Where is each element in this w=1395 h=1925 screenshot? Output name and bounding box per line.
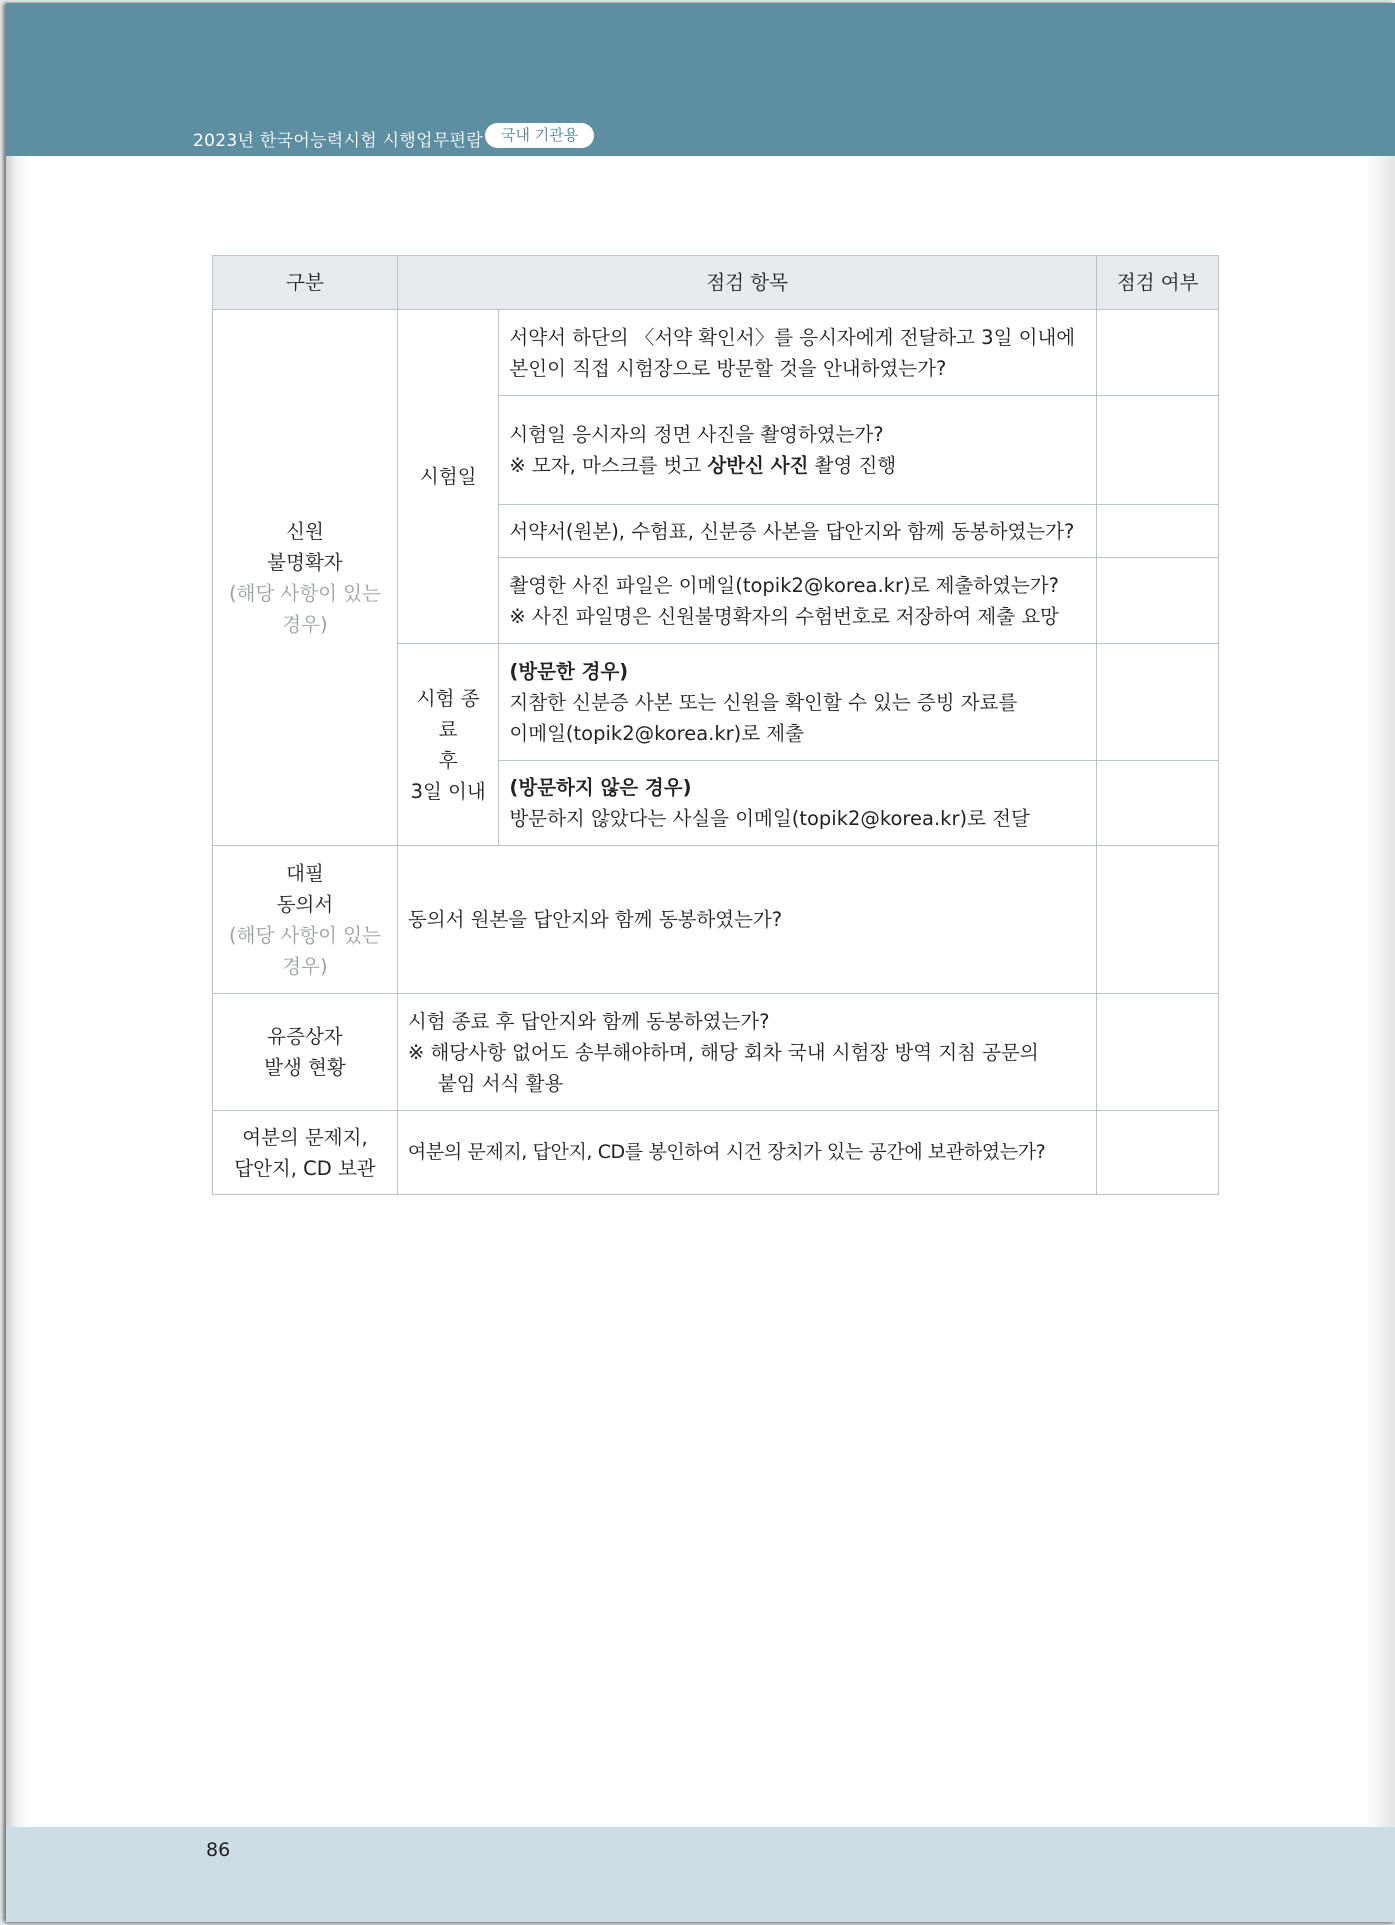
- category-label: 발생 현황: [264, 1056, 346, 1079]
- check-item: [397, 994, 1096, 1111]
- table-row: [213, 310, 1219, 396]
- check-status-cell[interactable]: [1097, 505, 1219, 558]
- check-item-text: 시험 종료 후 답안지와 함께 동봉하였는가?: [407, 1009, 770, 1033]
- category-condition: (해당 사항이 있는: [229, 581, 381, 605]
- document-page: [6, 3, 1395, 1922]
- check-item-text: ※ 해당사항 없어도 송부해야하며, 해당 회차 국내 시험장 방역 지침 공문의: [407, 1040, 1039, 1064]
- check-item: [499, 644, 1097, 761]
- subcategory-label: 3일 이내: [410, 779, 486, 803]
- category-label: 답안지, CD 보관: [234, 1156, 376, 1180]
- check-status-cell[interactable]: [1097, 558, 1219, 644]
- check-item-heading: (방문한 경우): [509, 659, 629, 683]
- table-row: [213, 1111, 1219, 1195]
- category-symptom: [213, 994, 398, 1111]
- check-item-text: 동의서 원본을 답안지와 함께 동봉하였는가?: [407, 908, 783, 931]
- header-check-item: 점검 항목: [397, 256, 1096, 310]
- category-label: 신원: [286, 519, 324, 543]
- check-status-cell[interactable]: [1097, 396, 1219, 505]
- check-status-cell[interactable]: [1097, 761, 1219, 846]
- note-text: 촬영 진행: [808, 454, 897, 477]
- check-status-cell[interactable]: [1097, 644, 1219, 761]
- check-item: [499, 396, 1097, 505]
- check-status-cell[interactable]: [1097, 1111, 1219, 1195]
- check-item-text: 촬영한 사진 파일은 이메일(topik2@korea.kr)로 제출하였는가?: [509, 573, 1059, 597]
- check-item-text: ※ 사진 파일명은 신원불명확자의 수험번호로 저장하여 제출 요망: [509, 604, 1059, 628]
- category-condition: 경우): [282, 612, 328, 636]
- category-label: 유증상자: [267, 1025, 343, 1048]
- check-item-text: 이메일(topik2@korea.kr)로 제출: [509, 721, 804, 745]
- check-status-cell[interactable]: [1097, 310, 1219, 396]
- category-proxy: [213, 846, 398, 994]
- category-label: 불명확자: [267, 550, 343, 574]
- table-row: [213, 994, 1219, 1111]
- check-item: [499, 310, 1097, 396]
- check-item: [499, 505, 1097, 558]
- category-spare: [213, 1111, 398, 1195]
- subcategory-label: 후: [438, 748, 458, 772]
- header-band: [6, 3, 1395, 156]
- table-header-row: [213, 256, 1219, 310]
- check-status-cell[interactable]: [1097, 994, 1219, 1111]
- check-item-text: 서약서(원본), 수험표, 신분증 사본을 답안지와 함께 동봉하였는가?: [509, 519, 1075, 543]
- check-item-heading: (방문하지 않은 경우): [509, 776, 692, 799]
- checklist-table: [212, 255, 1219, 1195]
- check-item-text: 붙임 서식 활용: [437, 1071, 564, 1095]
- check-item-text: 서약서 하단의 〈서약 확인서〉를 응시자에게 전달하고 3일 이내에: [509, 325, 1076, 349]
- check-item-text: 방문하지 않았다는 사실을 이메일(topik2@korea.kr)로 전달: [509, 807, 1030, 830]
- category-condition: (해당 사항이 있는: [229, 923, 381, 947]
- book-spine-shadow: [6, 3, 30, 1922]
- check-item-text: 시험일 응시자의 정면 사진을 촬영하였는가?: [509, 423, 884, 446]
- check-item: [499, 558, 1097, 644]
- category-condition: 경우): [282, 954, 328, 978]
- check-item: [397, 846, 1096, 994]
- check-item-text: 본인이 직접 시험장으로 방문할 것을 안내하였는가?: [509, 356, 947, 380]
- running-header-title: 2023년 한국어능력시험 시행업무편람: [193, 131, 483, 151]
- page-edge-shadow: [1365, 3, 1395, 1922]
- check-item-text: 여분의 문제지, 답안지, CD를 봉인하여 시건 장치가 있는 공간에 보관하였는가?: [407, 1141, 1046, 1163]
- note-bold-text: 상반신 사진: [707, 454, 809, 477]
- subcategory-label: 시험 종료: [416, 686, 480, 741]
- header-category: 구분: [213, 256, 398, 310]
- category-label: 동의서: [276, 892, 334, 916]
- subcategory-after-exam: [397, 644, 499, 846]
- note-text: ※ 모자, 마스크를 벗고: [509, 454, 708, 477]
- check-item: [397, 1111, 1096, 1195]
- running-header-badge: 국내 기관용: [485, 123, 594, 148]
- table-row: [213, 846, 1219, 994]
- subcategory-exam-day: 시험일: [397, 310, 499, 644]
- category-label: 대필: [286, 861, 324, 885]
- check-status-cell[interactable]: [1097, 846, 1219, 994]
- check-item-text: 지참한 신분증 사본 또는 신원을 확인할 수 있는 증빙 자료를: [509, 690, 1018, 714]
- category-identity: [213, 310, 398, 846]
- check-item-note: [509, 450, 1086, 481]
- category-label: 여분의 문제지,: [242, 1125, 368, 1149]
- header-check-status: 점검 여부: [1097, 256, 1219, 310]
- check-item: [499, 761, 1097, 846]
- page-number: 86: [206, 1839, 231, 1861]
